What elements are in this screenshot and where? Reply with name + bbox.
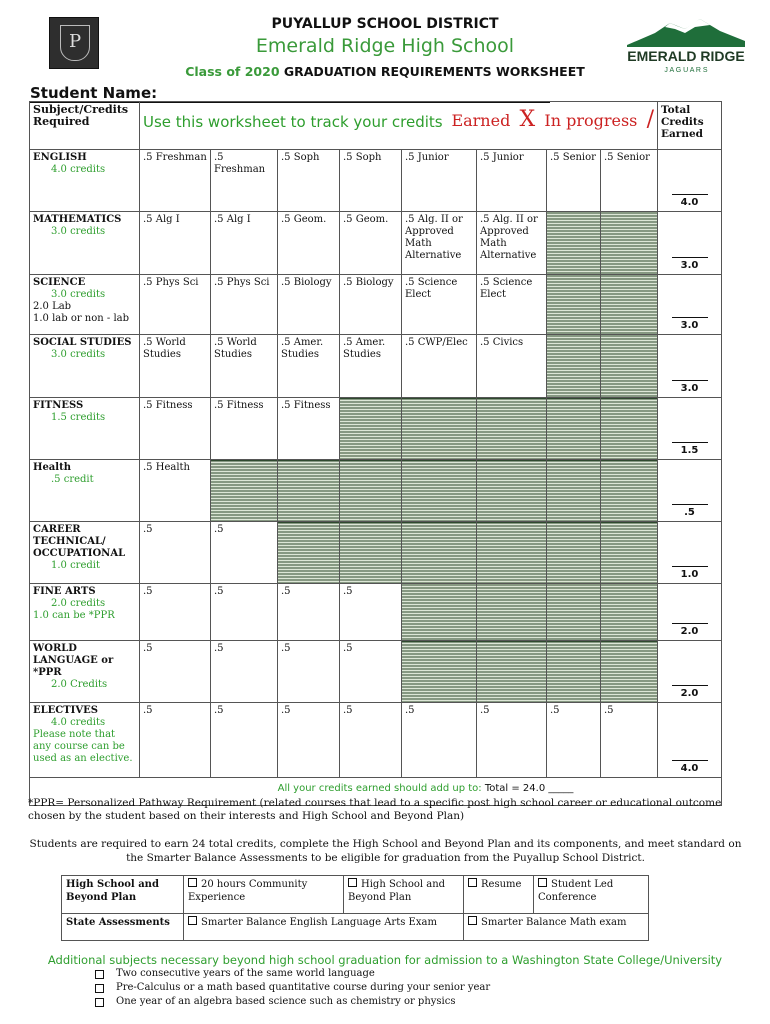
- additional-list: [95, 967, 490, 1009]
- course-cell[interactable]: .5 Geom.: [278, 212, 340, 275]
- check-hsbp[interactable]: [344, 876, 464, 914]
- total-value: 1.5: [680, 445, 699, 456]
- course-cell[interactable]: .5 Phys Sci: [140, 275, 211, 335]
- requirement-note: Students are required to earn 24 total credits, complete the High School and Beyond Plan and its components, and meet standard on the Smarter Balance Assessments to be eligible for graduation from the Puyallup School District.: [29, 838, 742, 864]
- subject-credits: .5 credit: [51, 474, 94, 485]
- footer-total: Total = 24.0 _____: [484, 783, 574, 794]
- hsbp-label: High School and Beyond Plan: [62, 876, 184, 914]
- course-cell[interactable]: .5: [211, 703, 278, 778]
- subject-header: Subject/Credits Required: [30, 102, 140, 150]
- course-cell[interactable]: .5 Geom.: [340, 212, 402, 275]
- check-community[interactable]: [184, 876, 344, 914]
- total-line: [672, 684, 708, 686]
- check-label: 20 hours Community Experience: [188, 879, 308, 903]
- list-item-label: Two consecutive years of the same world language: [116, 968, 375, 979]
- table-row: [30, 150, 722, 212]
- subject-name: SOCIAL STUDIES: [33, 337, 132, 348]
- check-label: Smarter Balance English Language Arts Exam: [201, 917, 437, 928]
- school-logo: [625, 15, 747, 75]
- logo-letter: P: [68, 31, 82, 52]
- subject-pnote: Please note that any course can be used as an elective.: [33, 729, 133, 764]
- course-cell[interactable]: [547, 275, 601, 335]
- subject-cell: [30, 641, 140, 703]
- check-label: High School and Beyond Plan: [348, 879, 446, 903]
- course-cell[interactable]: .5 Biology: [278, 275, 340, 335]
- course-cell[interactable]: .5 Fitness: [140, 398, 211, 460]
- in-progress-mark: /: [646, 107, 654, 132]
- course-cell[interactable]: .5: [140, 703, 211, 778]
- course-cell[interactable]: .5 Alg. II or Approved Math Alternative: [477, 212, 547, 275]
- course-cell[interactable]: [278, 522, 340, 584]
- table-row: [30, 703, 722, 778]
- course-cell[interactable]: .5: [211, 584, 278, 641]
- table-row: [30, 584, 722, 641]
- track-instruction: Use this worksheet to track your credits: [143, 113, 443, 131]
- course-cell[interactable]: .5 Freshman: [140, 150, 211, 212]
- checkbox-icon[interactable]: [95, 984, 104, 993]
- table-row: [30, 335, 722, 398]
- in-progress-label: In progress: [544, 111, 638, 130]
- course-cell[interactable]: .5 CWP/Elec: [402, 335, 477, 398]
- course-cell[interactable]: .5 Alg. II or Approved Math Alternative: [402, 212, 477, 275]
- total-line: [672, 503, 708, 505]
- course-cell[interactable]: .5 Senior: [547, 150, 601, 212]
- assessments-row: [62, 914, 649, 941]
- course-cell[interactable]: [547, 460, 601, 522]
- course-cell[interactable]: .5: [340, 703, 402, 778]
- student-name-label: Student Name:: [30, 84, 158, 102]
- course-cell[interactable]: [402, 522, 477, 584]
- total-value: 3.0: [680, 320, 699, 331]
- subject-name: WORLD LANGUAGE or *PPR: [33, 643, 114, 678]
- list-item[interactable]: [95, 995, 490, 1009]
- total-line: [672, 193, 708, 195]
- subject-cell: [30, 522, 140, 584]
- subject-name: Health: [33, 462, 71, 473]
- check-label: Resume: [481, 879, 522, 890]
- subject-credits: 2.0 Credits: [51, 679, 108, 690]
- course-cell[interactable]: .5: [340, 641, 402, 703]
- course-cell[interactable]: .5 Fitness: [278, 398, 340, 460]
- course-cell[interactable]: [340, 522, 402, 584]
- checkbox-icon[interactable]: [468, 916, 477, 925]
- course-cell[interactable]: .5: [211, 522, 278, 584]
- course-cell[interactable]: .5 Amer. Studies: [278, 335, 340, 398]
- requirements-checklist: [61, 875, 649, 941]
- course-cell[interactable]: .5: [278, 641, 340, 703]
- course-cell[interactable]: .5 Soph: [278, 150, 340, 212]
- subject-credits: 2.0 credits: [51, 598, 106, 609]
- checkbox-icon[interactable]: [95, 970, 104, 979]
- course-cell[interactable]: [547, 212, 601, 275]
- course-cell[interactable]: [547, 335, 601, 398]
- total-value: .5: [684, 507, 695, 518]
- total-cell[interactable]: [658, 703, 722, 778]
- table-row: [30, 275, 722, 335]
- course-cell[interactable]: .5 Health: [140, 460, 211, 522]
- subject-name: ENGLISH: [33, 152, 87, 163]
- course-cell[interactable]: [477, 460, 547, 522]
- check-conference[interactable]: [534, 876, 649, 914]
- subject-credits: 3.0 credits: [51, 349, 106, 360]
- total-line: [672, 565, 708, 567]
- course-cell[interactable]: .5 World Studies: [211, 335, 278, 398]
- course-cell[interactable]: .5: [140, 584, 211, 641]
- total-line: [672, 316, 708, 318]
- course-cell[interactable]: .5 Senior: [601, 150, 658, 212]
- check-label: Smarter Balance Math exam: [481, 917, 627, 928]
- ppr-note: *PPR= Personalized Pathway Requirement (related courses that lead to a specific post high school career or educational outcome chosen by the student based on their interests and High School and Beyond Plan): [28, 797, 722, 822]
- total-value: 4.0: [680, 763, 699, 774]
- footer-text: All your credits earned should add up to:: [277, 783, 482, 794]
- course-cell[interactable]: .5: [140, 641, 211, 703]
- hsbp-row: [62, 876, 649, 914]
- check-ela-exam[interactable]: [184, 914, 464, 941]
- total-value: 2.0: [680, 688, 699, 699]
- check-math-exam[interactable]: [464, 914, 649, 941]
- subject-cell: [30, 212, 140, 275]
- course-cell[interactable]: .5: [547, 703, 601, 778]
- subject-cell: [30, 398, 140, 460]
- total-line: [672, 759, 708, 761]
- table-row: [30, 641, 722, 703]
- course-cell[interactable]: .5 Civics: [477, 335, 547, 398]
- subject-name: MATHEMATICS: [33, 214, 122, 225]
- subject-credits: 4.0 credits: [51, 164, 106, 175]
- table-header-row: [30, 102, 722, 150]
- course-cell[interactable]: .5 Alg I: [140, 212, 211, 275]
- subject-name: CAREER TECHNICAL/ OCCUPATIONAL: [33, 524, 126, 559]
- assessments-label: State Assessments: [62, 914, 184, 941]
- course-cell[interactable]: [477, 398, 547, 460]
- course-cell[interactable]: [601, 212, 658, 275]
- check-resume[interactable]: [464, 876, 534, 914]
- subject-credits: 1.0 credit: [51, 560, 100, 571]
- total-value: 3.0: [680, 383, 699, 394]
- total-header: Total Credits Earned: [658, 102, 722, 150]
- course-cell[interactable]: [601, 398, 658, 460]
- list-item[interactable]: [95, 967, 490, 981]
- total-cell[interactable]: [658, 522, 722, 584]
- checkbox-icon[interactable]: [188, 916, 197, 925]
- mountain-logo-icon: [625, 15, 747, 75]
- subject-name: FITNESS: [33, 400, 84, 411]
- total-cell[interactable]: [658, 150, 722, 212]
- track-header: [140, 102, 658, 150]
- course-cell[interactable]: .5: [278, 703, 340, 778]
- check-label: Student Led Conference: [538, 879, 614, 903]
- subject-cell: [30, 460, 140, 522]
- worksheet-name: GRADUATION REQUIREMENTS WORKSHEET: [283, 64, 585, 79]
- earned-label: Earned: [451, 111, 511, 130]
- course-cell[interactable]: .5 Alg I: [211, 212, 278, 275]
- subject-pnote: 1.0 can be *PPR: [33, 610, 115, 621]
- course-cell[interactable]: .5 Fitness: [211, 398, 278, 460]
- course-cell[interactable]: .5 Soph: [340, 150, 402, 212]
- total-cell[interactable]: [658, 460, 722, 522]
- course-cell[interactable]: .5 Science Elect: [402, 275, 477, 335]
- course-cell[interactable]: .5: [211, 641, 278, 703]
- course-cell[interactable]: .5 Junior: [477, 150, 547, 212]
- course-cell[interactable]: [601, 335, 658, 398]
- subject-name: SCIENCE: [33, 277, 86, 288]
- course-cell[interactable]: .5 Biology: [340, 275, 402, 335]
- course-cell[interactable]: .5: [140, 522, 211, 584]
- total-cell[interactable]: [658, 335, 722, 398]
- course-cell[interactable]: [477, 522, 547, 584]
- course-cell[interactable]: .5: [477, 703, 547, 778]
- course-cell[interactable]: [601, 460, 658, 522]
- subject-cell: [30, 335, 140, 398]
- course-cell[interactable]: [211, 460, 278, 522]
- list-item-label: One year of an algebra based science such as chemistry or physics: [116, 996, 456, 1007]
- total-cell[interactable]: [658, 212, 722, 275]
- subject-cell: [30, 150, 140, 212]
- subject-credits: 3.0 credits: [51, 289, 106, 300]
- course-cell[interactable]: [477, 584, 547, 641]
- course-cell[interactable]: .5: [340, 584, 402, 641]
- list-item-label: Pre-Calculus or a math based quantitative course during your senior year: [116, 982, 491, 993]
- total-value: 4.0: [680, 197, 699, 208]
- course-cell[interactable]: .5 Junior: [402, 150, 477, 212]
- checkbox-icon[interactable]: [538, 878, 547, 887]
- subject-name: ELECTIVES: [33, 705, 98, 716]
- earned-mark: X: [519, 107, 536, 132]
- course-cell[interactable]: [601, 275, 658, 335]
- course-cell[interactable]: .5 World Studies: [140, 335, 211, 398]
- total-cell[interactable]: [658, 275, 722, 335]
- course-cell[interactable]: [402, 398, 477, 460]
- total-cell[interactable]: [658, 641, 722, 703]
- logo-name: EMERALD RIDGE: [627, 48, 745, 64]
- course-cell[interactable]: [547, 398, 601, 460]
- subject-cell: [30, 703, 140, 778]
- course-cell[interactable]: [402, 584, 477, 641]
- table-row: [30, 398, 722, 460]
- checkbox-icon[interactable]: [348, 878, 357, 887]
- checkbox-icon[interactable]: [95, 998, 104, 1007]
- total-line: [672, 441, 708, 443]
- checkbox-icon[interactable]: [188, 878, 197, 887]
- course-cell[interactable]: [601, 641, 658, 703]
- course-cell[interactable]: [547, 584, 601, 641]
- total-value: 3.0: [680, 260, 699, 271]
- course-cell[interactable]: [547, 522, 601, 584]
- total-cell[interactable]: [658, 584, 722, 641]
- course-cell[interactable]: [601, 584, 658, 641]
- checkbox-icon[interactable]: [468, 878, 477, 887]
- course-cell[interactable]: .5 Science Elect: [477, 275, 547, 335]
- subject-name: FINE ARTS: [33, 586, 96, 597]
- total-cell[interactable]: [658, 398, 722, 460]
- list-item[interactable]: [95, 981, 490, 995]
- subject-cell: [30, 584, 140, 641]
- course-cell[interactable]: .5: [402, 703, 477, 778]
- course-cell[interactable]: [340, 398, 402, 460]
- total-value: 1.0: [680, 569, 699, 580]
- table-row: [30, 460, 722, 522]
- additional-title: Additional subjects necessary beyond high school graduation for admission to a Washington State College/University: [47, 953, 723, 967]
- subject-credits: 1.5 credits: [51, 412, 106, 423]
- course-cell[interactable]: [547, 641, 601, 703]
- district-title: PUYALLUP SCHOOL DISTRICT: [271, 16, 499, 32]
- credits-table: [29, 101, 722, 806]
- course-cell[interactable]: [278, 460, 340, 522]
- course-cell[interactable]: [402, 641, 477, 703]
- course-cell[interactable]: .5 Phys Sci: [211, 275, 278, 335]
- course-cell[interactable]: .5: [601, 703, 658, 778]
- table-row: [30, 522, 722, 584]
- school-title: Emerald Ridge High School: [255, 35, 515, 57]
- subject-credits: 4.0 credits: [51, 717, 106, 728]
- logo-sub: J A G U A R S: [664, 67, 708, 74]
- course-cell[interactable]: [340, 460, 402, 522]
- total-line: [672, 379, 708, 381]
- table-row: [30, 212, 722, 275]
- course-cell[interactable]: [402, 460, 477, 522]
- total-line: [672, 622, 708, 624]
- total-line: [672, 256, 708, 258]
- course-cell[interactable]: [601, 522, 658, 584]
- subject-cell: [30, 275, 140, 335]
- course-cell[interactable]: [477, 641, 547, 703]
- total-value: 2.0: [680, 626, 699, 637]
- subject-note: 2.0 Lab 1.0 lab or non - lab: [33, 301, 130, 324]
- course-cell[interactable]: .5: [278, 584, 340, 641]
- subject-credits: 3.0 credits: [51, 226, 106, 237]
- class-of: Class of 2020: [185, 64, 280, 79]
- course-cell[interactable]: .5 Amer. Studies: [340, 335, 402, 398]
- course-cell[interactable]: .5 Freshman: [211, 150, 278, 212]
